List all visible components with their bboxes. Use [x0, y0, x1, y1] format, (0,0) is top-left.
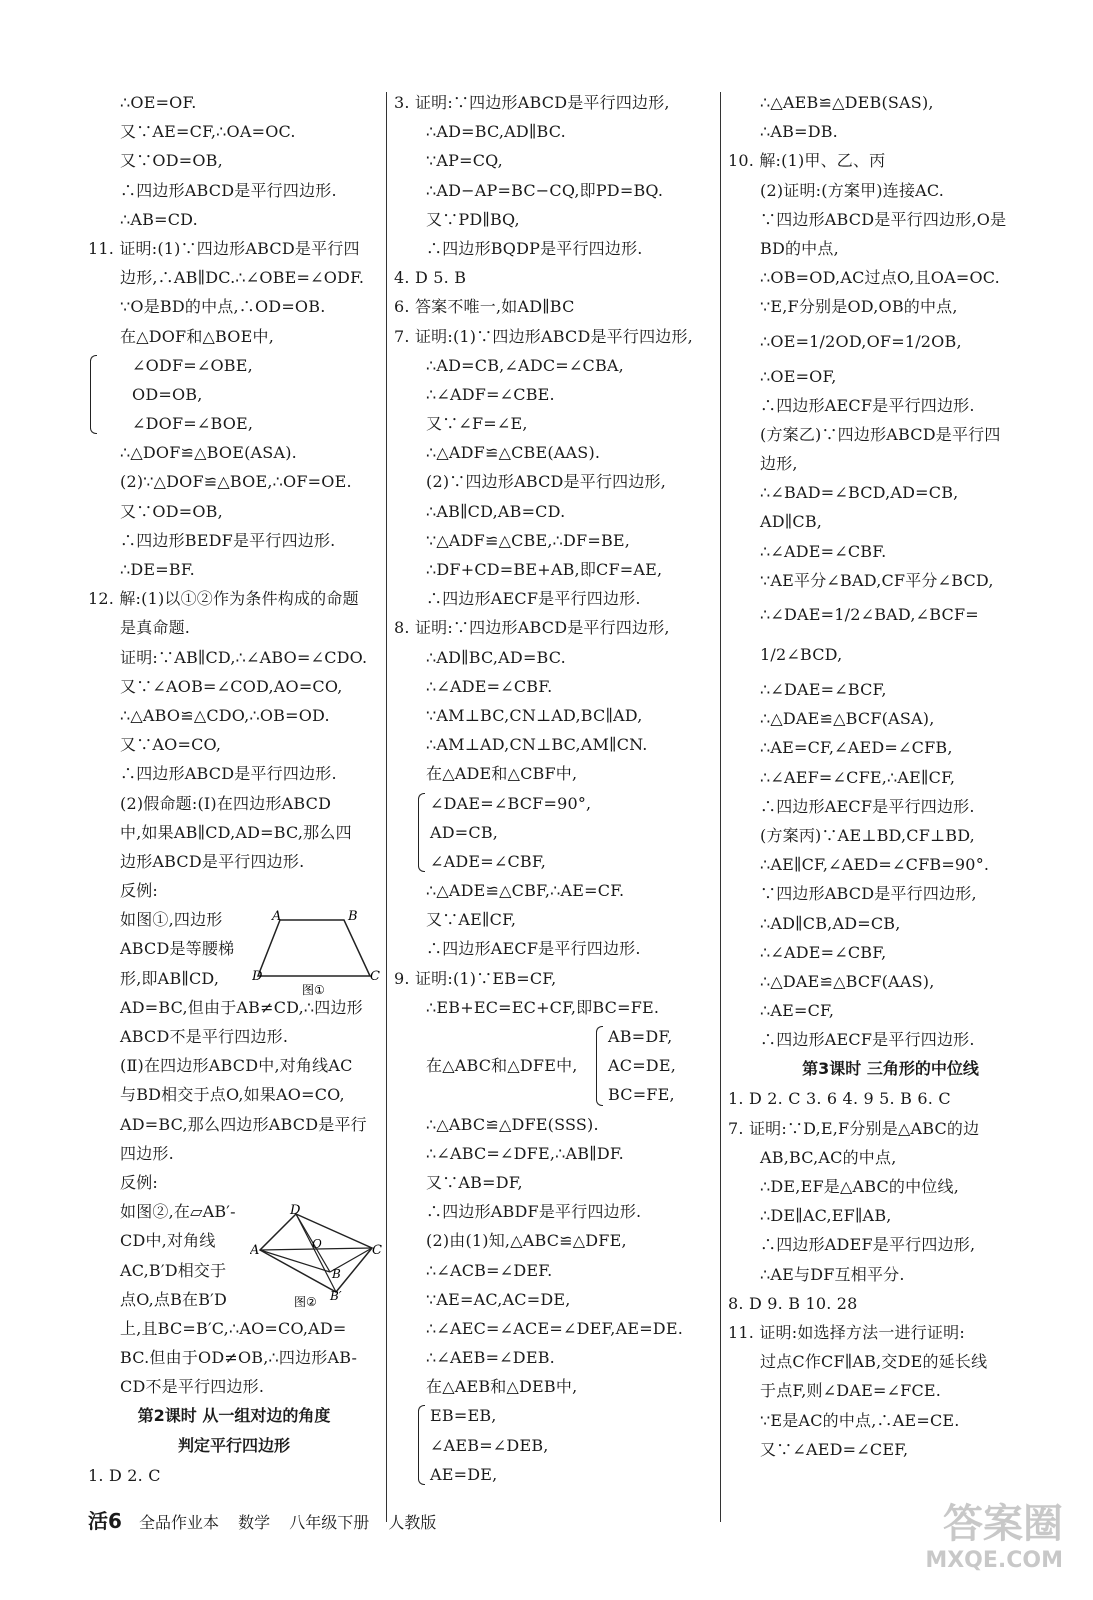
question-10-start: 10. 解:(1)甲、乙、丙 [728, 151, 886, 171]
label-D: D [252, 969, 263, 984]
text-line: ABCD是等腰梯 [120, 939, 235, 959]
edition: 人教版 [388, 1513, 437, 1532]
text-line: ∵AP=CQ, [426, 151, 503, 171]
lesson-heading: 第3课时 三角形的中位线 [802, 1059, 979, 1079]
text-line: ∴四边形ABCD是平行四边形. [120, 764, 337, 784]
text-line: ∴△ADE≌△CBF,∴AE=CF. [426, 881, 625, 901]
text-line: ∵O是BD的中点,∴OD=OB. [120, 297, 326, 317]
text-line: 于点F,则∠DAE=∠FCE. [760, 1381, 942, 1401]
text-line: ∴AD=CB,∠ADC=∠CBA, [426, 355, 624, 375]
text-line: 反例: [120, 881, 158, 901]
text-line: ∴四边形BQDP是平行四边形. [426, 238, 643, 258]
column-divider [386, 92, 387, 1522]
text-line: 四边形. [120, 1143, 174, 1163]
label-C: C [372, 1243, 382, 1258]
figure-2-parallelogram [250, 1204, 382, 1308]
text-line: 又∵AB=DF, [426, 1172, 523, 1192]
figure-caption: 图② [294, 1295, 317, 1308]
text-line: ∵四边形ABCD是平行四边形, [760, 884, 977, 904]
text-line: (Ⅱ)在四边形ABCD中,对角线AC [120, 1056, 353, 1076]
text-line: (2)∵△DOF≌△BOE,∴OF=OE. [120, 472, 352, 492]
text-line: AB=DF, [608, 1027, 673, 1046]
text-line: 边形,∴AB∥DC.∴∠OBE=∠ODF. [120, 268, 365, 288]
text-line: ∴四边形AECF是平行四边形. [760, 1030, 975, 1050]
text-line: 1. D 2. C [88, 1466, 161, 1486]
text-line: 又∵OD=OB, [120, 151, 223, 171]
text-line: AB,BC,AC的中点, [760, 1147, 897, 1167]
text-line: 形,即AB∥CD, [120, 968, 220, 988]
text-line: ∴四边形AECF是平行四边形. [760, 796, 975, 816]
text-line: 在△AEB和△DEB中, [426, 1377, 578, 1397]
book-title: 全品作业本 [139, 1513, 220, 1532]
label-A: A [272, 909, 282, 924]
text-line: BC.但由于OD≠OB,∴四边形AB- [120, 1348, 358, 1368]
text-line: 又∵AO=CO, [120, 735, 222, 755]
text-line: ∴△DAE≌△BCF(ASA), [760, 709, 935, 729]
text-line: ∴DE∥AC,EF∥AB, [760, 1206, 892, 1226]
text-line: ∴四边形AECF是平行四边形. [426, 589, 641, 609]
text-line: AD=BC,那么四边形ABCD是平行 [120, 1114, 367, 1134]
label-D: D [290, 1204, 301, 1218]
text-line: CD不是平行四边形. [120, 1377, 265, 1397]
column-divider [720, 92, 721, 1522]
text-line: 又∵∠AOB=∠COD,AO=CO, [120, 676, 343, 696]
text-line: AD=CB, [430, 822, 499, 842]
text-line: ∴AD∥BC,AD=BC. [426, 647, 566, 667]
text-line: ∴OB=OD,AC过点O,且OA=OC. [760, 268, 1000, 288]
text-line: ∴AB∥CD,AB=CD. [426, 501, 566, 521]
text-line: 点O,点B在B′D [120, 1289, 228, 1309]
text-line: ∴∠AEB=∠DEB. [426, 1348, 555, 1368]
text-line: ∴AD−AP=BC−CQ,即PD=BQ. [426, 180, 664, 200]
text-line: 边形, [760, 454, 798, 474]
question-8-start: 8. 证明:∵四边形ABCD是平行四边形, [394, 618, 670, 638]
text-line: ∴AM⊥AD,CN⊥BC,AM∥CN. [426, 735, 648, 755]
text-line: (2)证明:(方案甲)连接AC. [760, 180, 945, 200]
text-line: 6. 答案不唯一,如AD∥BC [394, 297, 575, 317]
text-line: 1. D 2. C 3. 6 4. 9 5. B 6. C [728, 1089, 951, 1109]
text-line: ∴四边形AECF是平行四边形. [426, 939, 641, 959]
text-line: ∴∠ABC=∠DFE,∴AB∥DF. [426, 1143, 624, 1163]
page-number: 活6 [88, 1509, 122, 1533]
text-line: ∠DAE=∠BCF=90°, [430, 793, 592, 813]
answer-column-3 [728, 88, 1053, 1464]
text-line: AC,B′D相交于 [120, 1260, 227, 1280]
text-line: ∴四边形AECF是平行四边形. [760, 395, 975, 415]
text-line: ∴AD∥CB,AD=CB, [760, 913, 901, 933]
text-line: AC=DE, [608, 1056, 676, 1076]
text-line: ∴OE=OF, [760, 366, 837, 386]
subject: 数学 [238, 1513, 271, 1532]
text-line: ∴∠DAE=∠BCF, [760, 680, 887, 699]
text-line: ∵E是AC的中点,∴AE=CE. [760, 1410, 960, 1430]
text-line: ∴AB=CD. [120, 209, 198, 229]
text-line: ∴△ADF≌△CBE(AAS). [426, 443, 601, 463]
question-12-start: 12. 解:(1)以①②作为条件构成的命题 [88, 589, 359, 609]
text-line: 4. D 5. B [394, 268, 467, 288]
text-line: ∴AB=DB. [760, 122, 838, 142]
text-line: 又∵AE=CF,∴OA=OC. [120, 122, 296, 142]
label-B: B [332, 1267, 341, 1281]
text-line: ∴∠ADE=∠CBF, [760, 942, 887, 962]
text-line: ∴四边形ABCD是平行四边形. [120, 180, 337, 200]
figure-caption: 图① [302, 983, 325, 997]
text-line: BC=FE, [608, 1085, 675, 1105]
fraction-line: ∴OE=1/2OD,OF=1/2OB, [760, 331, 962, 351]
question-3-start: 3. 证明:∵四边形ABCD是平行四边形, [394, 93, 670, 112]
text-line: AE=DE, [430, 1464, 498, 1484]
text-line: ∴∠ADE=∠CBF. [760, 541, 887, 561]
text-line: ABCD不是平行四边形. [120, 1027, 289, 1046]
text-line: ∴△DAE≌△BCF(AAS), [760, 971, 935, 991]
text-line: (2)由(1)知,△ABC≌△DFE, [426, 1231, 627, 1251]
text-line: EB=EB, [430, 1406, 497, 1426]
text-line: ∴∠ACB=∠DEF. [426, 1260, 553, 1280]
text-line: ∴AE=CF, [760, 1001, 835, 1021]
text-line: ∴△DOF≌△BOE(ASA). [120, 443, 297, 463]
fraction-line: 1/2∠BCD, [760, 645, 843, 664]
text-line: ∴∠AEC=∠ACE=∠DEF,AE=DE. [426, 1318, 684, 1338]
text-line: ∵E,F分别是OD,OB的中点, [760, 297, 958, 317]
text-line: ∴AE∥CF,∠AED=∠CFB=90°. [760, 855, 990, 875]
text-line: 过点C作CF∥AB,交DE的延长线 [760, 1352, 988, 1372]
text-line: 又∵∠F=∠E, [426, 414, 528, 434]
text-line: ∵AM⊥BC,CN⊥AD,BC∥AD, [426, 705, 643, 725]
text-line: ∴DE=BF. [120, 560, 195, 579]
text-line: 在△ABC和△DFE中, [426, 1056, 578, 1076]
text-line: 8. D 9. B 10. 28 [728, 1293, 858, 1313]
grade: 八年级下册 [289, 1513, 370, 1532]
label-B-prime: B′ [330, 1289, 342, 1303]
text-line: ∵AE=AC,AC=DE, [426, 1289, 571, 1309]
text-line: ∴△ABO≌△CDO,∴OB=OD. [120, 705, 330, 725]
text-line: ∴DF+CD=BE+AB,即CF=AE, [426, 560, 663, 579]
text-line: ∵△ADF≌△CBE,∴DF=BE, [426, 530, 631, 550]
label-C: C [370, 969, 380, 984]
text-line: ∴△AEB≌△DEB(SAS), [760, 93, 934, 112]
text-line: 证明:∵AB∥CD,∴∠ABO=∠CDO. [120, 647, 368, 667]
text-line: ∴AE=CF,∠AED=∠CFB, [760, 738, 953, 758]
text-line: 如图①,四边形 [120, 910, 223, 930]
question-7-start: 7. 证明:∵D,E,F分别是△ABC的边 [728, 1118, 980, 1138]
page-footer [88, 1505, 450, 1534]
text-line: ∴∠BAD=∠BCD,AD=CB, [760, 483, 959, 503]
text-line: 如图②,在▱AB′- [120, 1202, 236, 1222]
text-line: ∠ADE=∠CBF, [430, 851, 546, 871]
text-line: 在△ADE和△CBF中, [426, 764, 578, 784]
text-line: ∠DOF=∠BOE, [132, 414, 254, 434]
text-line: (2)∵四边形ABCD是平行四边形, [426, 472, 667, 492]
text-line: 边形ABCD是平行四边形. [120, 851, 305, 871]
text-line: ∵AE平分∠BAD,CF平分∠BCD, [760, 570, 994, 590]
text-line: ∴四边形ABDF是平行四边形. [426, 1202, 642, 1222]
label-B: B [348, 909, 358, 924]
text-line: ∴AD=BC,AD∥BC. [426, 122, 566, 142]
answer-column-2 [394, 88, 714, 1489]
text-line: 上,且BC=B′C,∴AO=CO,AD= [120, 1318, 347, 1338]
question-11-start: 11. 证明:如选择方法一进行证明: [728, 1322, 965, 1342]
equation-brace [416, 789, 714, 877]
text-line: 中,如果AB∥CD,AD=BC,那么四 [120, 822, 352, 842]
text-line: ∠ODF=∠OBE, [132, 355, 253, 375]
text-line: ∴DE,EF是△ABC的中位线, [760, 1177, 959, 1196]
text-line: 又∵PD∥BQ, [426, 209, 520, 229]
equation-brace [594, 1022, 676, 1110]
text-line: ∵四边形ABCD是平行四边形,O是 [760, 209, 1007, 229]
label-A: A [250, 1243, 260, 1258]
text-line: AD∥CB, [760, 512, 823, 532]
text-line: 反例: [120, 1172, 158, 1192]
text-line: ∠AEB=∠DEB, [430, 1435, 549, 1455]
text-line: OD=OB, [132, 384, 203, 404]
text-line: (方案乙)∵四边形ABCD是平行四 [760, 424, 1001, 444]
label-O: O [312, 1237, 322, 1251]
text-line: ∴四边形BEDF是平行四边形. [120, 530, 336, 550]
text-line: 是真命题. [120, 618, 191, 638]
text-line: ∴∠ADE=∠CBF. [426, 676, 553, 696]
fraction-line: ∴∠DAE=1/2∠BAD,∠BCF= [760, 605, 979, 624]
text-line: ∴EB+EC=EC+CF,即BC=FE. [426, 997, 660, 1017]
watermark: 答案圈 MXQE.COM [925, 1501, 1063, 1573]
text-line: 与BD相交于点O,如果AO=CO, [120, 1085, 345, 1105]
equation-brace [88, 351, 380, 439]
text-line: CD中,对角线 [120, 1231, 216, 1251]
text-line: 又∵AE∥CF, [426, 910, 517, 930]
text-line: 又∵OD=OB, [120, 501, 223, 521]
question-7-start: 7. 证明:(1)∵四边形ABCD是平行四边形, [394, 326, 693, 346]
text-line: ∴∠ADF=∠CBE. [426, 384, 555, 404]
text-line: ∴△ABC≌△DFE(SSS). [426, 1114, 599, 1134]
text-line: ∴四边形ADEF是平行四边形, [760, 1235, 976, 1255]
text-line: ∴OE=OF. [120, 93, 197, 112]
triangle-condition-group [394, 1022, 714, 1110]
question-11-start: 11. 证明:(1)∵四边形ABCD是平行四 [88, 238, 360, 258]
text-line: ∴∠AEF=∠CFE,∴AE∥CF, [760, 767, 956, 787]
text-line: AD=BC,但由于AB≠CD,∴四边形 [120, 997, 363, 1017]
lesson-subheading: 判定平行四边形 [177, 1436, 290, 1456]
text-line: ∴AE与DF互相平分. [760, 1264, 905, 1284]
text-line: (2)假命题:(Ⅰ)在四边形ABCD [120, 793, 332, 813]
text-line: (方案丙)∵AE⊥BD,CF⊥BD, [760, 825, 975, 845]
text-line: 又∵∠AED=∠CEF, [760, 1439, 909, 1459]
lesson-heading: 第2课时 从一组对边的角度 [137, 1406, 331, 1426]
figure-1-trapezoid [252, 908, 382, 1003]
text-line: 在△DOF和△BOE中, [120, 326, 274, 346]
text-line: BD的中点, [760, 238, 839, 258]
equation-brace [416, 1401, 714, 1489]
question-9-start: 9. 证明:(1)∵EB=CF, [394, 968, 557, 988]
